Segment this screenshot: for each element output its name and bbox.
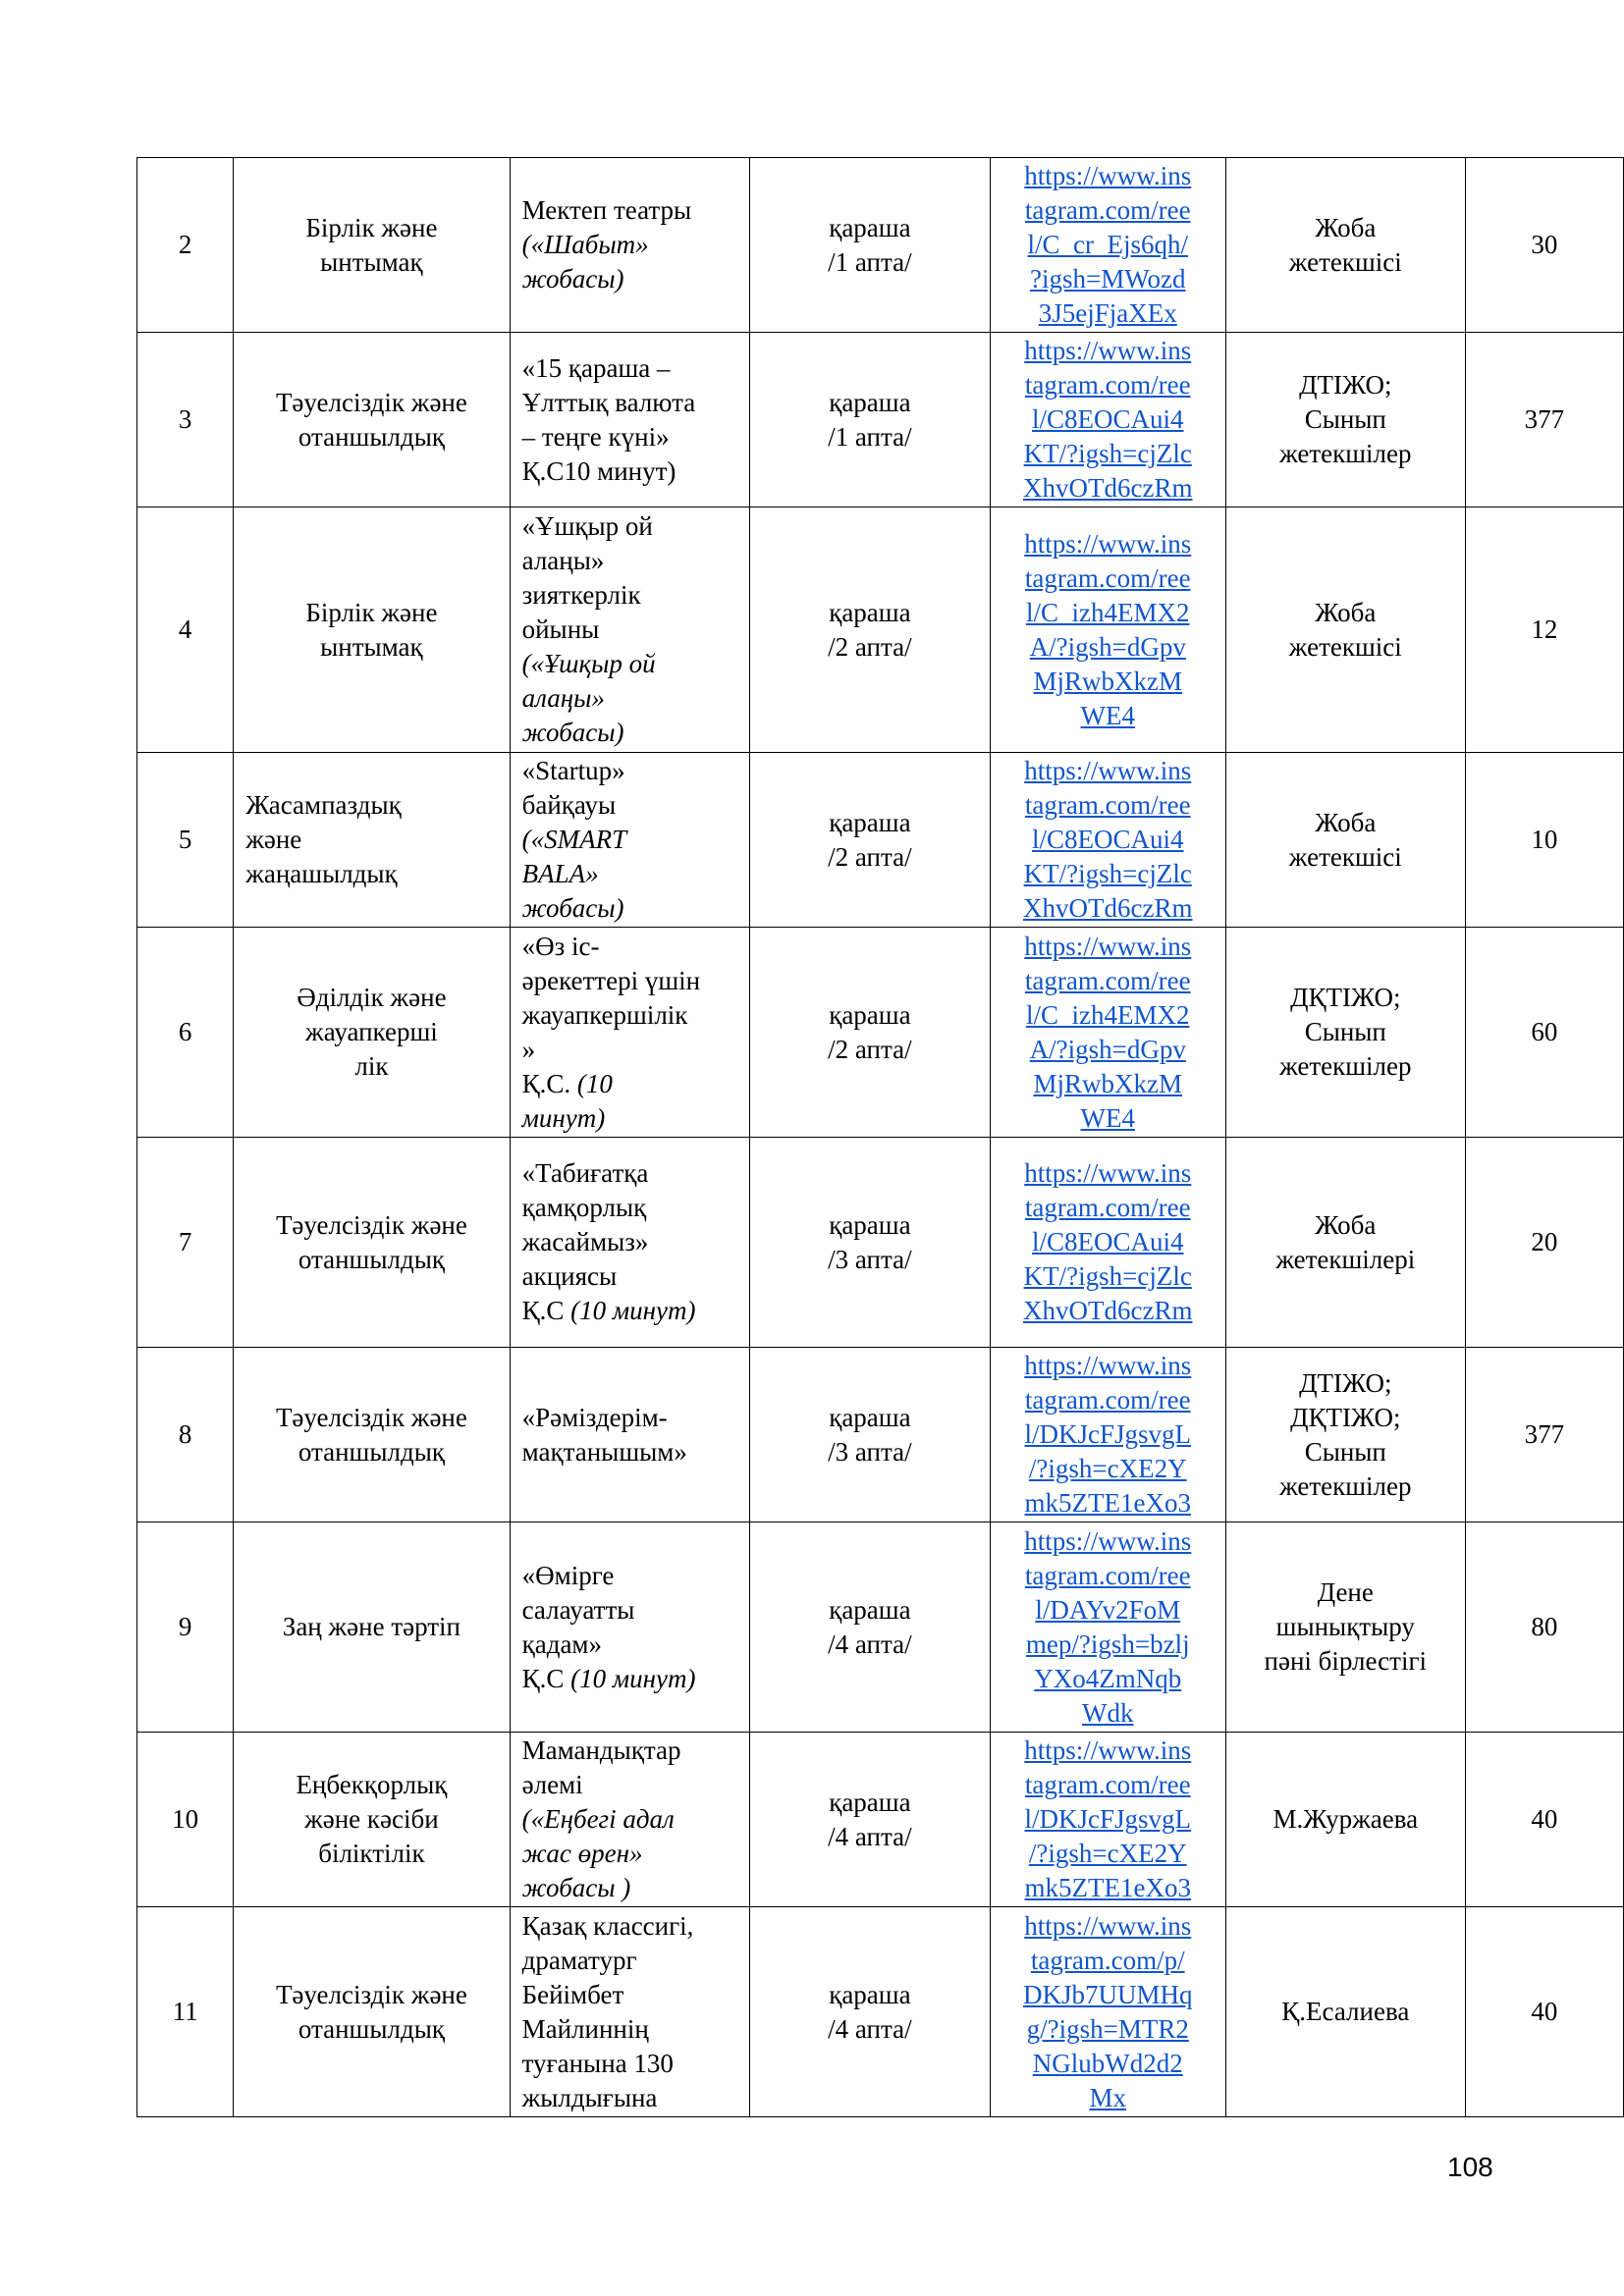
link-line[interactable]: YXo4ZmNqb: [1034, 1663, 1182, 1693]
link-line[interactable]: mk5ZTE1eXo3: [1024, 1488, 1191, 1518]
event-line: мақтанышым»: [521, 1436, 687, 1467]
row-number: 10: [172, 1804, 199, 1834]
link-cell: [990, 1733, 1225, 1907]
table-row: [137, 507, 1624, 753]
event-line: Қ.С (10 минут): [521, 1296, 696, 1325]
participant-count: 377: [1524, 1419, 1565, 1449]
event-line: Қ.С (10 минут): [521, 1663, 696, 1693]
event-line: Ұлттық валюта: [521, 387, 696, 417]
link-line[interactable]: https://www.ins: [1024, 1525, 1192, 1556]
event-italic-part: (10 минут): [570, 1663, 696, 1693]
date-cell: [750, 1348, 991, 1522]
event-line: алаңы»: [521, 683, 605, 713]
table-row: [137, 1348, 1624, 1522]
link-line[interactable]: XhvOTd6czRm: [1023, 473, 1193, 503]
responsible-line: жетекшісі: [1288, 246, 1402, 277]
value-cell: [234, 507, 510, 753]
link-line[interactable]: /?igsh=cXE2Y: [1028, 1839, 1187, 1868]
responsible-line: Жоба: [1315, 807, 1377, 837]
date-line: қараша: [829, 1594, 911, 1625]
responsible-line: Сынып: [1304, 1436, 1386, 1467]
event-line: «Табиғатқа: [521, 1158, 649, 1188]
link-cell: [990, 928, 1225, 1138]
responsible-line: М.Журжаева: [1272, 1804, 1419, 1834]
value-line: Тәуелсіздік және: [275, 1979, 467, 2009]
instagram-link[interactable]: [1004, 1524, 1212, 1731]
link-cell: [990, 507, 1225, 753]
count-cell: [1465, 158, 1623, 333]
value-cell: [234, 1907, 510, 2117]
plan-table: [136, 157, 1624, 2117]
responsible-line: Сынып: [1304, 1017, 1386, 1046]
link-line[interactable]: Wdk: [1082, 1697, 1134, 1728]
row-number: 7: [178, 1227, 192, 1256]
row-number: 3: [178, 404, 192, 434]
responsible-line: Жоба: [1315, 212, 1377, 242]
event-line: »: [521, 1034, 536, 1064]
count-cell: [1465, 333, 1623, 507]
link-line[interactable]: tagram.com/ree: [1024, 370, 1191, 400]
event-cell: [510, 333, 749, 507]
responsible-cell: [1225, 1138, 1465, 1348]
link-line[interactable]: mep/?igsh=bzlj: [1025, 1629, 1190, 1659]
link-line[interactable]: tagram.com/p/: [1030, 1945, 1185, 1975]
event-line: Мектеп театры: [521, 195, 692, 225]
event-line: жобасы ): [521, 1873, 631, 1902]
event-line: салауатты: [521, 1594, 635, 1625]
link-line[interactable]: https://www.ins: [1024, 528, 1192, 559]
event-line: «15 қараша –: [521, 352, 671, 383]
row-number: 11: [172, 1997, 198, 2026]
date-line: /4 апта/: [828, 1821, 912, 1851]
table-body: [137, 158, 1624, 2117]
link-line[interactable]: g/?igsh=MTR2: [1026, 2013, 1189, 2044]
row-number-cell: [137, 158, 234, 333]
event-italic-part: (10 минут): [570, 1296, 696, 1325]
date-line: қараша: [829, 807, 911, 837]
link-line[interactable]: https://www.ins: [1024, 1351, 1192, 1380]
value-line: Әділдік және: [297, 983, 447, 1012]
link-line[interactable]: l/DKJcFJgsvgL: [1024, 1419, 1191, 1449]
instagram-link[interactable]: [1004, 1909, 1212, 2115]
instagram-link[interactable]: [1004, 1734, 1212, 1905]
event-line: («Шабыт»: [521, 230, 649, 259]
date-line: қараша: [829, 597, 911, 627]
link-line[interactable]: l/C8EOCAui4: [1031, 1227, 1184, 1256]
event-line: («Еңбегі адал: [521, 1804, 675, 1834]
value-line: Бірлік және: [305, 212, 438, 242]
event-line: («Ұшқыр ой: [521, 649, 656, 678]
page-number: 108: [1447, 2152, 1493, 2182]
event-line: минут): [521, 1102, 606, 1133]
link-line[interactable]: tagram.com/ree: [1024, 790, 1191, 820]
link-line[interactable]: tagram.com/ree: [1024, 562, 1191, 593]
event-line: жасаймыз»: [521, 1227, 649, 1256]
participant-count: 40: [1531, 1804, 1558, 1834]
value-line: Бірлік және: [305, 597, 438, 627]
link-line[interactable]: 3J5ejFjaXEx: [1038, 298, 1177, 328]
event-line: жылдығына: [521, 2082, 658, 2112]
date-line: /2 апта/: [828, 631, 912, 662]
link-line[interactable]: MjRwbXkzM: [1033, 1068, 1182, 1098]
link-line[interactable]: https://www.ins: [1024, 161, 1192, 190]
instagram-link[interactable]: [1004, 159, 1212, 331]
responsible-line: Қ.Есалиева: [1281, 1997, 1410, 2026]
responsible-line: ДТІЖО;: [1299, 370, 1392, 400]
link-line[interactable]: XhvOTd6czRm: [1023, 893, 1193, 923]
table-row: [137, 1138, 1624, 1348]
event-line: жобасы): [521, 264, 624, 294]
responsible-line: жетекшілер: [1279, 1051, 1412, 1081]
link-line[interactable]: l/C_izh4EMX2: [1026, 999, 1190, 1030]
link-cell: [990, 753, 1225, 928]
date-cell: [750, 928, 991, 1138]
responsible-line: шынықтыру: [1275, 1612, 1415, 1641]
value-cell: [234, 1138, 510, 1348]
value-line: және: [245, 825, 302, 854]
instagram-link[interactable]: [1004, 334, 1212, 506]
responsible-line: жетекшілер: [1279, 439, 1412, 468]
count-cell: [1465, 928, 1623, 1138]
event-cell: [510, 1348, 749, 1522]
event-line: Бейімбет: [521, 1979, 624, 2009]
responsible-line: жетекшілер: [1279, 1470, 1412, 1501]
row-number: 4: [178, 614, 192, 644]
link-cell: [990, 1138, 1225, 1348]
date-line: /2 апта/: [828, 841, 912, 872]
link-line[interactable]: tagram.com/ree: [1024, 1385, 1191, 1415]
link-line[interactable]: NGlubWd2d2: [1032, 2048, 1183, 2078]
date-line: қараша: [829, 1402, 911, 1432]
event-line: Майлиннің: [521, 2013, 649, 2044]
event-cell: [510, 158, 749, 333]
event-line: жас өрен»: [521, 1839, 643, 1868]
responsible-cell: [1225, 158, 1465, 333]
responsible-cell: [1225, 928, 1465, 1138]
participant-count: 12: [1531, 614, 1558, 644]
value-line: жауапкерші: [305, 1017, 438, 1046]
event-line: жауапкершілік: [521, 999, 688, 1030]
date-cell: [750, 1522, 991, 1733]
instagram-link[interactable]: [1004, 1349, 1212, 1521]
event-line: драматург: [521, 1945, 637, 1975]
row-number: 9: [178, 1612, 192, 1641]
link-line[interactable]: tagram.com/ree: [1024, 1193, 1191, 1222]
link-cell: [990, 1348, 1225, 1522]
event-line: BALA»: [521, 859, 599, 888]
count-cell: [1465, 1522, 1623, 1733]
link-line[interactable]: tagram.com/ree: [1024, 1560, 1191, 1590]
row-number: 8: [178, 1419, 192, 1449]
event-line: «Өз іс-: [521, 931, 600, 961]
date-cell: [750, 158, 991, 333]
date-line: /2 апта/: [828, 1034, 912, 1064]
event-line: Қ.С. (10: [521, 1068, 613, 1098]
responsible-line: жетекшісі: [1288, 841, 1402, 872]
instagram-link[interactable]: [1004, 930, 1212, 1136]
event-line: әрекеттері үшін: [521, 965, 701, 995]
event-cell: [510, 928, 749, 1138]
link-line[interactable]: l/C8EOCAui4: [1031, 404, 1184, 434]
row-number: 6: [178, 1017, 192, 1046]
link-line[interactable]: tagram.com/ree: [1024, 195, 1191, 225]
table-row: [137, 333, 1624, 507]
date-line: /1 апта/: [828, 246, 912, 277]
participant-count: 10: [1531, 825, 1558, 854]
event-cell: [510, 1522, 749, 1733]
count-cell: [1465, 1733, 1623, 1907]
table-row: [137, 1733, 1624, 1907]
value-line: жаңашылдық: [245, 859, 398, 888]
event-line: «Ұшқыр ой: [521, 511, 653, 541]
link-line[interactable]: l/C_cr_Ejs6qh/: [1027, 230, 1188, 259]
link-line[interactable]: l/C8EOCAui4: [1031, 825, 1184, 854]
row-number-cell: [137, 333, 234, 507]
value-line: ынтымақ: [320, 631, 423, 662]
link-line[interactable]: https://www.ins: [1024, 336, 1192, 365]
participant-count: 377: [1524, 404, 1565, 434]
participant-count: 40: [1531, 1997, 1558, 2026]
count-cell: [1465, 753, 1623, 928]
value-line: Еңбекқорлық: [296, 1770, 448, 1799]
participant-count: 80: [1531, 1612, 1558, 1641]
value-line: отаншылдық: [298, 421, 445, 452]
event-line: Қ.С10 минут): [521, 455, 677, 486]
date-line: /3 апта/: [828, 1244, 912, 1274]
event-line: – теңге күні»: [521, 421, 670, 452]
responsible-cell: [1225, 1522, 1465, 1733]
responsible-cell: [1225, 333, 1465, 507]
row-number-cell: [137, 507, 234, 753]
responsible-line: жетекшілері: [1275, 1244, 1416, 1274]
count-cell: [1465, 507, 1623, 753]
row-number-cell: [137, 1733, 234, 1907]
value-line: отаншылдық: [298, 1436, 445, 1467]
responsible-cell: [1225, 1348, 1465, 1522]
date-cell: [750, 753, 991, 928]
row-number: 2: [178, 230, 192, 259]
responsible-line: ДҚТІЖО;: [1290, 1402, 1401, 1432]
link-line[interactable]: https://www.ins: [1024, 1158, 1192, 1188]
event-line: («SMART: [521, 825, 627, 854]
link-line[interactable]: ?igsh=MWozd: [1029, 264, 1186, 294]
link-cell: [990, 333, 1225, 507]
row-number-cell: [137, 1138, 234, 1348]
link-line[interactable]: https://www.ins: [1024, 756, 1192, 785]
date-cell: [750, 1138, 991, 1348]
event-cell: [510, 753, 749, 928]
link-line[interactable]: Mx: [1089, 2082, 1126, 2112]
event-line: ойыны: [521, 614, 600, 644]
value-line: біліктілік: [318, 1839, 425, 1868]
date-line: қараша: [829, 387, 911, 417]
link-line[interactable]: DKJb7UUMHq: [1022, 1979, 1193, 2009]
event-cell: [510, 1138, 749, 1348]
count-cell: [1465, 1348, 1623, 1522]
link-cell: [990, 1907, 1225, 2117]
row-number: 5: [178, 825, 192, 854]
event-line: акциясы: [521, 1261, 618, 1291]
value-line: және кәсіби: [304, 1804, 439, 1834]
participant-count: 20: [1531, 1227, 1558, 1256]
value-cell: [234, 158, 510, 333]
instagram-link[interactable]: [1004, 754, 1212, 926]
link-line[interactable]: XhvOTd6czRm: [1023, 1296, 1193, 1325]
responsible-line: жетекшісі: [1288, 631, 1402, 662]
link-line[interactable]: A/?igsh=dGpv: [1029, 1034, 1186, 1064]
value-line: отаншылдық: [298, 2013, 445, 2044]
date-line: қараша: [829, 1979, 911, 2009]
date-cell: [750, 507, 991, 753]
responsible-cell: [1225, 507, 1465, 753]
row-number-cell: [137, 753, 234, 928]
link-line[interactable]: KT/?igsh=cjZlc: [1023, 859, 1192, 888]
count-cell: [1465, 1138, 1623, 1348]
link-line[interactable]: MjRwbXkzM: [1033, 666, 1182, 696]
link-line[interactable]: https://www.ins: [1024, 1910, 1192, 1941]
table-row: [137, 158, 1624, 333]
event-line: Мамандықтар: [521, 1735, 681, 1765]
link-line[interactable]: WE4: [1080, 1102, 1135, 1133]
row-number-cell: [137, 1522, 234, 1733]
row-number-cell: [137, 928, 234, 1138]
date-cell: [750, 1733, 991, 1907]
value-line: Тәуелсіздік және: [275, 1402, 467, 1432]
value-line: Заң және тәртіп: [282, 1612, 461, 1641]
responsible-line: пәні бірлестігі: [1264, 1646, 1428, 1676]
event-cell: [510, 1733, 749, 1907]
row-number-cell: [137, 1907, 234, 2117]
responsible-cell: [1225, 1907, 1465, 2117]
link-line[interactable]: l/C_izh4EMX2: [1026, 597, 1190, 627]
value-line: ынтымақ: [320, 246, 423, 277]
link-line[interactable]: https://www.ins: [1024, 1735, 1192, 1765]
event-line: «Рәміздерім-: [521, 1402, 668, 1432]
link-line[interactable]: KT/?igsh=cjZlc: [1023, 1261, 1192, 1291]
event-line: байқауы: [521, 790, 617, 820]
value-line: Жасампаздық: [245, 790, 402, 820]
date-line: /3 апта/: [828, 1436, 912, 1467]
date-line: қараша: [829, 212, 911, 242]
date-cell: [750, 1907, 991, 2117]
responsible-line: ДҚТІЖО;: [1290, 983, 1401, 1012]
link-line[interactable]: A/?igsh=dGpv: [1029, 631, 1186, 662]
event-line: жобасы): [521, 893, 624, 923]
count-cell: [1465, 1907, 1623, 2117]
date-line: /4 апта/: [828, 1629, 912, 1659]
table-row: [137, 1522, 1624, 1733]
instagram-link[interactable]: [1004, 527, 1212, 733]
link-line[interactable]: l/DKJcFJgsvgL: [1024, 1804, 1191, 1834]
value-line: лік: [354, 1051, 389, 1081]
value-line: отаншылдық: [298, 1244, 445, 1274]
responsible-line: ДТІЖО;: [1299, 1367, 1392, 1398]
date-line: қараша: [829, 1787, 911, 1817]
event-line: қамқорлық: [521, 1193, 647, 1222]
event-line: Қазақ классигі,: [521, 1910, 694, 1941]
link-line[interactable]: /?igsh=cXE2Y: [1028, 1454, 1187, 1483]
date-line: /4 апта/: [828, 2013, 912, 2044]
event-italic-part: (10: [576, 1068, 613, 1098]
responsible-cell: [1225, 1733, 1465, 1907]
event-line: зияткерлік: [521, 580, 641, 610]
link-line[interactable]: WE4: [1080, 700, 1135, 730]
date-line: қараша: [829, 1209, 911, 1240]
event-line: «Өмірге: [521, 1560, 615, 1590]
responsible-line: Дене: [1317, 1577, 1374, 1607]
link-line[interactable]: mk5ZTE1eXo3: [1024, 1873, 1191, 1902]
event-line: «Startup»: [521, 756, 625, 785]
participant-count: 30: [1531, 230, 1558, 259]
value-cell: [234, 753, 510, 928]
link-line[interactable]: tagram.com/ree: [1024, 1770, 1191, 1799]
event-cell: [510, 1907, 749, 2117]
event-line: жобасы): [521, 718, 624, 747]
event-line: алаңы»: [521, 546, 605, 575]
event-line: қадам»: [521, 1629, 603, 1659]
event-cell: [510, 507, 749, 753]
link-cell: [990, 1522, 1225, 1733]
event-line: әлемі: [521, 1770, 583, 1799]
value-cell: [234, 928, 510, 1138]
table-row: [137, 928, 1624, 1138]
participant-count: 60: [1531, 1017, 1558, 1046]
link-line[interactable]: l/DAYv2FoM: [1035, 1594, 1181, 1625]
table-row: [137, 753, 1624, 928]
link-line[interactable]: KT/?igsh=cjZlc: [1023, 439, 1192, 468]
value-cell: [234, 1522, 510, 1733]
value-cell: [234, 333, 510, 507]
responsible-line: Сынып: [1304, 404, 1386, 434]
row-number-cell: [137, 1348, 234, 1522]
date-line: /1 апта/: [828, 421, 912, 452]
responsible-line: Жоба: [1315, 597, 1377, 627]
table-row: [137, 1907, 1624, 2117]
link-line[interactable]: tagram.com/ree: [1024, 965, 1191, 995]
date-line: қараша: [829, 999, 911, 1030]
responsible-cell: [1225, 753, 1465, 928]
link-line[interactable]: https://www.ins: [1024, 931, 1192, 961]
responsible-line: Жоба: [1315, 1209, 1377, 1240]
link-cell: [990, 158, 1225, 333]
value-cell: [234, 1733, 510, 1907]
instagram-link[interactable]: [1004, 1156, 1212, 1328]
event-line: туғанына 130: [521, 2048, 674, 2078]
value-line: Тәуелсіздік және: [275, 387, 467, 417]
date-cell: [750, 333, 991, 507]
value-line: Тәуелсіздік және: [275, 1209, 467, 1240]
value-cell: [234, 1348, 510, 1522]
